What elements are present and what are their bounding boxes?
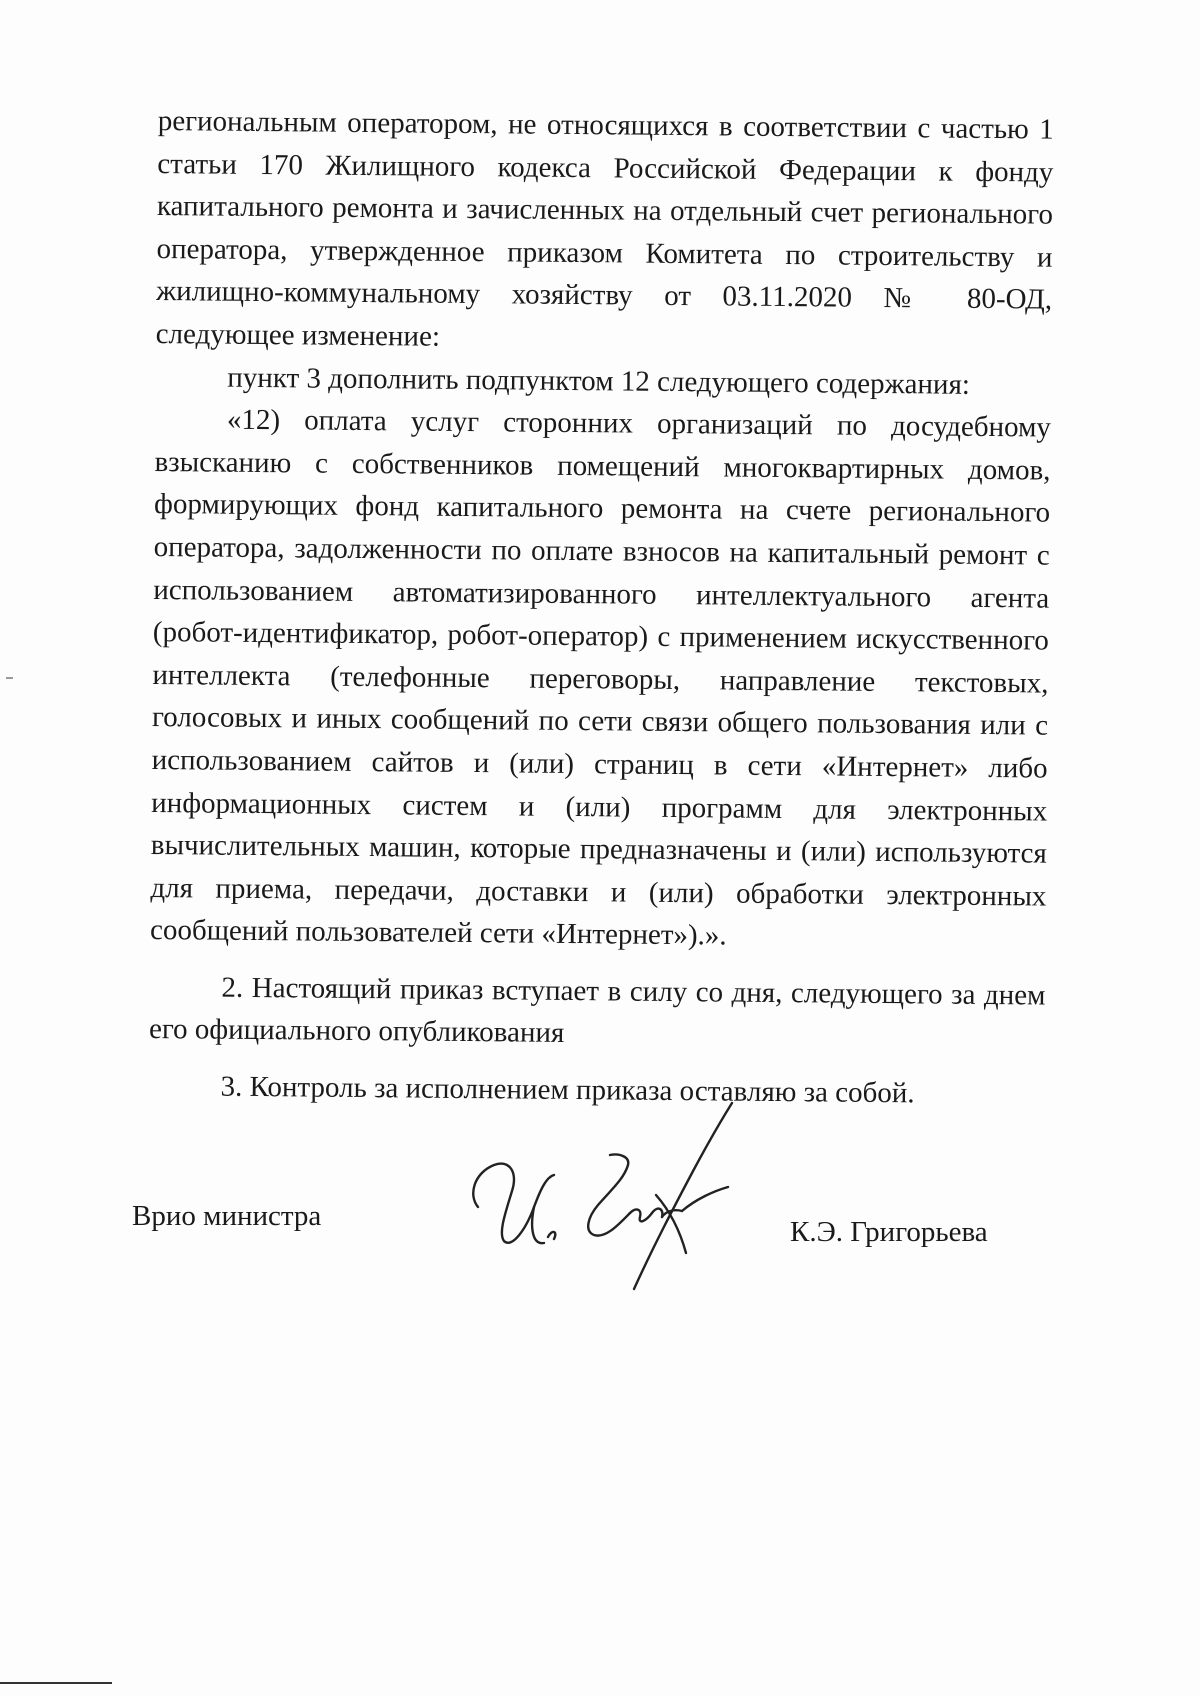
signature-block <box>130 1180 990 1310</box>
paragraph-point-3: пункт 3 дополнить подпунктом 12 следующего содержания: <box>227 361 971 401</box>
scan-speck <box>6 677 13 679</box>
paragraph-amendment-intro: региональным оператором, не относящихся в соответствии с частью 1 статьи 170 Жилищного кодекса Российской Федерации к фонду капитального ремонта и зачисленных на отдельный счет регионального оператора, утвержденное приказом Комитета по строительству и жилищно-коммунальному хозяйству от 03.11.2020 № 80-ОД, следующее изменение: <box>155 104 1054 353</box>
page-edge-rule <box>0 1682 112 1684</box>
paragraph-effective-date: 2. Настоящий приказ вступает в силу со дня, следующего за днем его официального опубликования <box>148 971 1046 1050</box>
signatory-name: К.Э. Григорьева <box>790 1216 988 1248</box>
paragraph-control: 3. Контроль за исполнением приказа оставляю за собой. <box>220 1070 915 1110</box>
signatory-position: Врио министра <box>132 1200 322 1232</box>
handwritten-signature <box>460 1095 740 1295</box>
paragraph-subpoint-12: «12) оплата услуг сторонних организаций по досудебному взысканию с собственников помещений многоквартирных домов, формирующих фонд капитального ремонта на счете регионального оператора, задолженности по оплате взносов на капитальный ремонт с использованием автоматизированного интеллектуального агента (робот-идентификатор, робот-оператор) с применением искусственного интеллекта (телефонные переговоры, направление текстовых, голосовых и иных сообщений по сети связи общего пользования или с использованием сайтов и (или) страниц в сети «Интернет» либо информационных систем и (или) программ для электронных вычислительных машин, которые предназначены и (или) используются для приема, передачи, доставки и (или) обработки электронных сообщений пользователей сети «Интернет»).». <box>149 403 1052 952</box>
order-body-text <box>148 100 1054 1116</box>
